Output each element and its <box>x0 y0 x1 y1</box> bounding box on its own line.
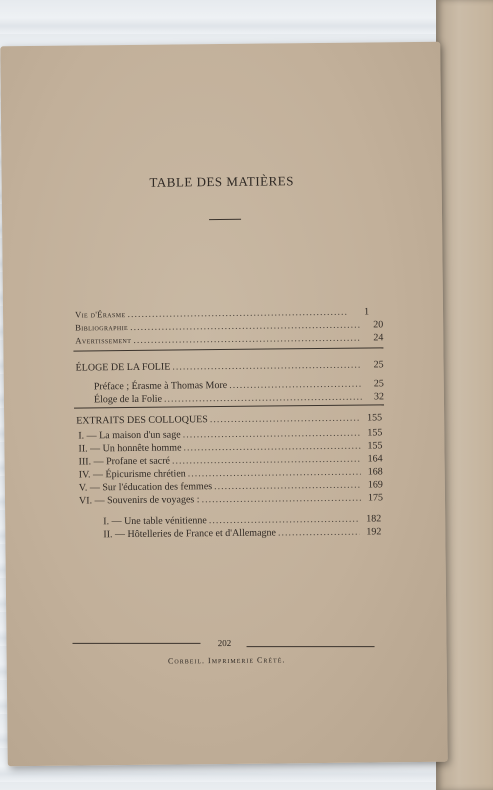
toc-entry-label: V. — Sur l'éducation des femmes <box>78 481 213 494</box>
title-rule <box>209 219 241 220</box>
section-rule <box>73 347 383 351</box>
toc-entry <box>75 332 383 346</box>
leader-dots <box>172 454 361 467</box>
toc-section-heading <box>76 412 382 426</box>
leader-dots <box>188 467 361 480</box>
toc-subentry-page: 182 <box>366 513 382 525</box>
toc-entry-page: 25 <box>373 378 384 390</box>
toc-section-label: ÉLOGE DE LA FOLIE <box>75 361 171 374</box>
toc-section-page: 25 <box>373 359 384 371</box>
toc-entry-label: IV. — Épicurisme chrétien <box>78 468 186 481</box>
toc-subentry <box>103 526 381 540</box>
leader-dots <box>133 333 361 346</box>
leader-dots <box>278 527 360 539</box>
toc-entry-label: III. — Profane et sacré <box>78 455 170 468</box>
leader-dots <box>201 493 361 506</box>
leader-dots <box>229 379 362 391</box>
toc-entry-page: 168 <box>367 466 383 478</box>
toc-entry-label: Préface ; Érasme à Thomas More <box>93 379 228 393</box>
toc-subentry <box>103 513 381 527</box>
toc-subentry-label: I. — Une table vénitienne <box>103 515 207 528</box>
toc-entry-page: 32 <box>373 391 384 403</box>
leader-dots <box>164 392 362 405</box>
toc-entry-label: Avertissement <box>75 334 132 346</box>
toc-entry <box>79 453 383 467</box>
footer-rule-right <box>247 646 375 647</box>
toc-entry-page: 20 <box>373 319 384 331</box>
toc-entry-page: 155 <box>367 427 383 439</box>
toc-entry-page: 1 <box>363 306 370 318</box>
toc-entry <box>94 391 384 405</box>
toc-entry-page: 175 <box>367 492 384 504</box>
toc-section-label: EXTRAITS DES COLLOQUES <box>76 414 208 427</box>
toc-entry-page: 155 <box>367 440 383 452</box>
table-of-contents <box>3 260 443 541</box>
footer-page-number: 202 <box>217 637 232 649</box>
toc-section-page: 155 <box>367 412 383 424</box>
toc-entry <box>75 306 369 320</box>
toc-entry <box>79 492 383 506</box>
footer-rule-left <box>73 643 201 644</box>
toc-entry-page: 24 <box>373 332 384 344</box>
toc-entry-label: Bibliographie <box>75 322 129 333</box>
toc-entry <box>79 479 383 493</box>
leader-dots <box>130 320 361 333</box>
leader-dots <box>183 441 360 454</box>
toc-entry-label: Vie d'Érasme <box>75 309 126 320</box>
leader-dots <box>210 413 360 426</box>
toc-entry-label: II. — Un honnête homme <box>78 442 182 455</box>
page-title: TABLE DES MATIÈRES <box>149 173 294 190</box>
leader-dots <box>172 360 361 373</box>
toc-entry-page: 164 <box>367 453 383 465</box>
printer-imprint: Corbeil. Imprimerie Crété. <box>167 655 286 666</box>
leader-dots <box>209 514 360 527</box>
toc-entry <box>79 466 383 480</box>
leader-dots <box>127 307 347 320</box>
toc-subentry-page: 192 <box>366 526 382 538</box>
toc-entry-label: I. — La maison d'un sage <box>78 429 181 442</box>
toc-entry-page: 169 <box>367 479 383 491</box>
toc-entry-label: VI. — Souvenirs de voyages : <box>78 494 200 507</box>
toc-entry-label: Éloge de la Folie <box>93 393 163 406</box>
leader-dots <box>183 428 361 441</box>
toc-subentry-label: II. — Hôtelleries de France et d'Allemagne <box>103 527 276 541</box>
toc-entry <box>78 427 382 441</box>
toc-section-heading <box>76 359 384 373</box>
book-page <box>0 42 448 767</box>
leader-dots <box>214 480 361 493</box>
toc-entry <box>75 319 383 333</box>
toc-entry <box>78 440 382 454</box>
toc-entry <box>94 378 384 392</box>
